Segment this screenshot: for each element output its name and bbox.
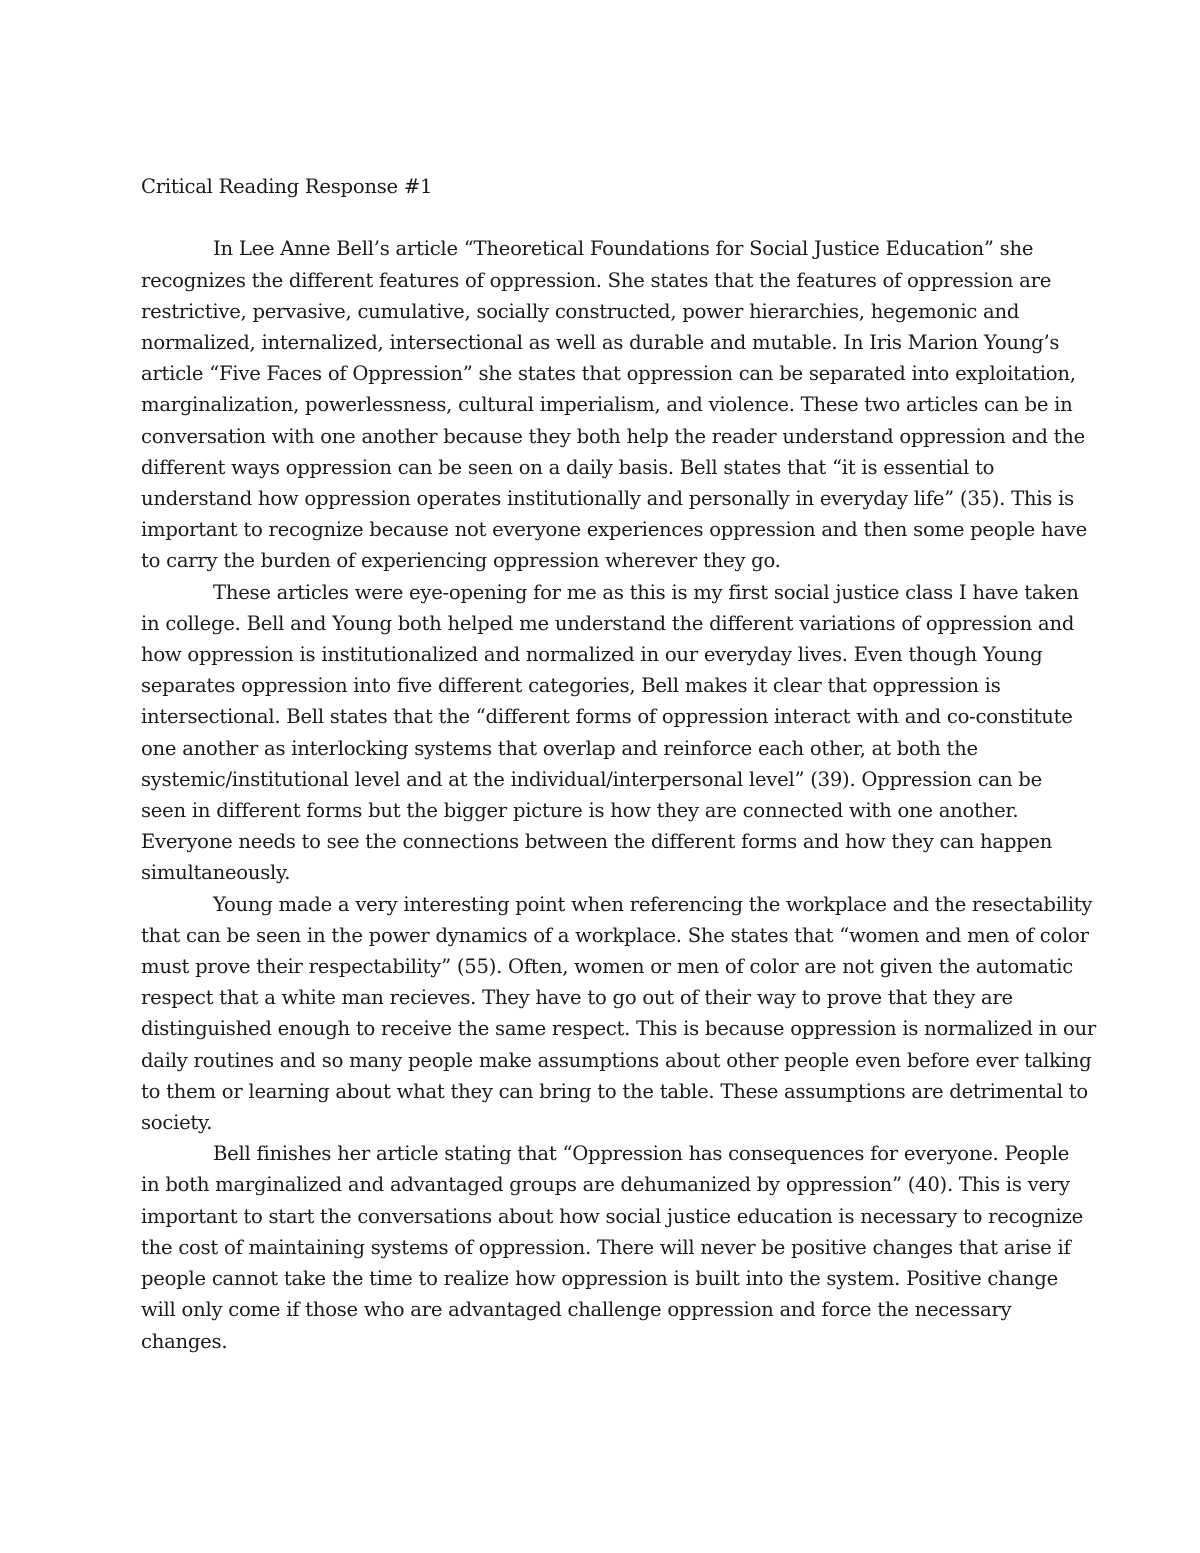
- paragraph-line: that can be seen in the power dynamics of a workplace. She states that “women and men of color: [141, 923, 1089, 947]
- paragraph-line: separates oppression into five different categories, Bell makes it clear that oppression is: [141, 674, 1001, 698]
- paragraph-line: society.: [141, 1111, 213, 1135]
- paragraph-line: understand how oppression operates institutionally and personally in everyday life” (35). This is: [141, 487, 1074, 511]
- paragraph-line: different ways oppression can be seen on a daily basis. Bell states that “it is essential to: [141, 455, 995, 479]
- document-body: [141, 171, 1097, 1357]
- paragraph-line: distinguished enough to receive the same respect. This is because oppression is normalized in our: [141, 1017, 1097, 1041]
- paragraph-line: In Lee Anne Bell’s article “Theoretical Foundations for Social Justice Education” she: [213, 237, 1034, 261]
- paragraph-3: [141, 889, 1097, 1139]
- paragraph-line: restrictive, pervasive, cumulative, socially constructed, power hierarchies, hegemonic and: [141, 299, 1020, 323]
- paragraph-line: to them or learning about what they can bring to the table. These assumptions are detrimental to: [141, 1079, 1088, 1103]
- paragraph-line: important to start the conversations about how social justice education is necessary to recognize: [141, 1204, 1083, 1228]
- paragraph-line: Everyone needs to see the connections between the different forms and how they can happen: [141, 830, 1053, 854]
- paragraph-line: in both marginalized and advantaged groups are dehumanized by oppression” (40). This is very: [141, 1173, 1070, 1197]
- paragraph-line: important to recognize because not everyone experiences oppression and then some people have: [141, 518, 1087, 542]
- paragraph-2: [141, 577, 1079, 889]
- paragraph-line: intersectional. Bell states that the “different forms of oppression interact with and co-constitute: [141, 705, 1073, 729]
- paragraph-line: article “Five Faces of Oppression” she states that oppression can be separated into exploitation,: [141, 362, 1076, 386]
- paragraph-line: must prove their respectability” (55). Often, women or men of color are not given the automatic: [141, 955, 1073, 979]
- paragraph-4: [141, 1138, 1083, 1356]
- paragraph-line: daily routines and so many people make assumptions about other people even before ever talking: [141, 1048, 1092, 1072]
- blank-line: [141, 202, 1061, 233]
- paragraph-line: marginalization, powerlessness, cultural imperialism, and violence. These two articles can be in: [141, 393, 1073, 417]
- paragraph-line: one another as interlocking systems that overlap and reinforce each other, at both the: [141, 736, 978, 760]
- paragraph-line: recognizes the different features of oppression. She states that the features of oppression are: [141, 268, 1052, 292]
- paragraph-line: to carry the burden of experiencing oppression wherever they go.: [141, 549, 781, 573]
- paragraph-container: [141, 233, 1097, 1356]
- paragraph-line: normalized, internalized, intersectional as well as durable and mutable. In Iris Marion Young’s: [141, 331, 1060, 354]
- paragraph-line: in college. Bell and Young both helped me understand the different variations of oppression and: [141, 611, 1075, 635]
- paragraph-1: [141, 233, 1087, 576]
- paragraph-line: people cannot take the time to realize how oppression is built into the system. Positive change: [141, 1267, 1058, 1291]
- paragraph-line: the cost of maintaining systems of oppression. There will never be positive changes that arise if: [141, 1235, 1071, 1259]
- paragraph-line: changes.: [141, 1329, 228, 1353]
- paragraph-line: conversation with one another because they both help the reader understand oppression and the: [141, 424, 1085, 448]
- paragraph-line: will only come if those who are advantaged challenge oppression and force the necessary: [141, 1298, 1012, 1322]
- paragraph-line: seen in different forms but the bigger picture is how they are connected with one another.: [141, 799, 1019, 823]
- document-title: Critical Reading Response #1: [141, 175, 433, 198]
- paragraph-line: Young made a very interesting point when referencing the workplace and the resectability: [213, 892, 1093, 916]
- paragraph-line: simultaneously.: [141, 861, 291, 885]
- paragraph-line: systemic/institutional level and at the individual/interpersonal level” (39). Oppression can be: [141, 767, 1042, 791]
- paragraph-line: respect that a white man recieves. They have to go out of their way to prove that they are: [141, 986, 1013, 1010]
- paragraph-line: These articles were eye-opening for me as this is my first social justice class I have taken: [213, 580, 1079, 604]
- paragraph-line: Bell finishes her article stating that “Oppression has consequences for everyone. People: [213, 1142, 1070, 1166]
- paragraph-line: how oppression is institutionalized and normalized in our everyday lives. Even though Young: [141, 643, 1043, 667]
